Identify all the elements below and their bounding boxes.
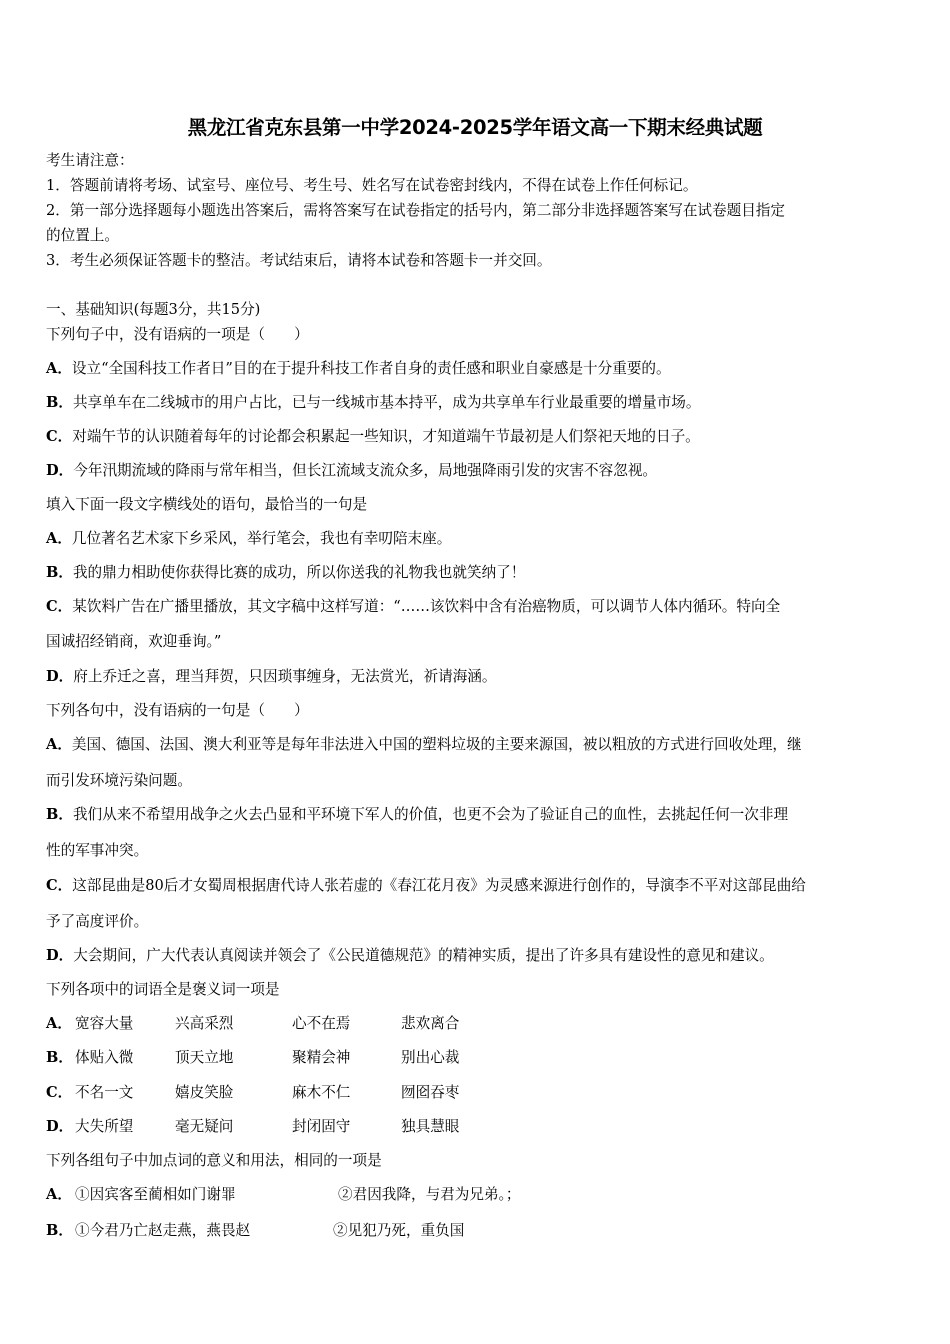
q3-option-c: [46, 876, 806, 896]
q5-option-b-label: B．: [46, 1222, 73, 1239]
q4-b-word-3: 聚精会神: [292, 1049, 351, 1066]
q3-option-b: [46, 805, 788, 825]
option-text: 设立“全国科技工作者日”目的在于提升科技工作者自身的责任感和职业自豪感是十分重要的。: [71, 360, 671, 377]
option-text: 某饮料广告在广播里播放，其文字稿中这样写道：“……该饮料中含有治癌物质，可以调节人体内循环。特向全: [72, 598, 781, 615]
q4-a-word-4: 悲欢离合: [401, 1015, 460, 1032]
option-label: B．: [46, 394, 73, 411]
q3-option-d: [46, 946, 774, 966]
option-text: 美国、德国、法国、澳大利亚等是每年非法进入中国的塑料垃圾的主要来源国，被以粗放的方式进行回收处理，继: [71, 736, 802, 753]
q4-b-word-1: 体贴入微: [75, 1049, 134, 1066]
q5-a-sentence-1: ①因宾客至蔺相如门谢罪: [75, 1186, 236, 1203]
notice-item-3: 3．考生必须保证答题卡的整洁。考试结束后，请将本试卷和答题卡一并交回。: [46, 252, 552, 269]
option-text: 对端午节的认识随着每年的讨论都会积累起一些知识，才知道端午节最初是人们祭祀天地的日子。: [72, 428, 700, 445]
q2-stem: 填入下面一段文字横线处的语句，最恰当的一句是: [46, 496, 368, 513]
option-label: B．: [46, 806, 73, 823]
q4-a-word-3: 心不在焉: [292, 1015, 351, 1032]
q2-option-b: [46, 563, 525, 583]
option-text: 今年汛期流域的降雨与常年相当，但长江流域支流众多，局地强降雨引发的灾害不容忽视。: [73, 462, 658, 479]
option-label: C．: [46, 877, 73, 894]
option-label: D．: [46, 947, 74, 964]
section-heading: 一、基础知识(每题3分，共15分): [46, 301, 261, 318]
q3-option-a-cont: 而引发环境污染问题。: [46, 772, 192, 789]
option-text: 我们从来不希望用战争之火去凸显和平环境下军人的价值，也更不会为了验证自己的血性，去挑起任何一次非理: [72, 806, 789, 823]
q4-c-word-1: 不名一文: [75, 1084, 134, 1101]
q4-option-c-label: C．: [46, 1084, 73, 1101]
q5-a-sentence-2: ②君因我降，与君为兄弟。；: [338, 1186, 521, 1203]
q5-b-sentence-1: ①今君乃亡赵走燕，燕畏赵: [75, 1222, 251, 1239]
q1-stem: 下列句子中，没有语病的一项是（ ）: [46, 326, 309, 343]
option-text: 大会期间，广大代表认真阅读并领会了《公民道德规范》的精神实质，提出了许多具有建设性的意见和建议。: [73, 947, 774, 964]
option-text: 我的鼎力相助使你获得比赛的成功，所以你送我的礼物我也就笑纳了！: [72, 564, 526, 581]
q1-option-a: [46, 359, 671, 379]
q4-d-word-2: 毫无疑问: [175, 1118, 234, 1135]
q3-option-c-cont: 予了高度评价。: [46, 913, 149, 930]
q4-b-word-4: 别出心裁: [401, 1049, 460, 1066]
option-label: A．: [46, 736, 72, 753]
option-label: A．: [46, 360, 72, 377]
option-text: 共享单车在二线城市的用户占比，已与一线城市基本持平，成为共享单车行业最重要的增量市场。: [72, 394, 701, 411]
q4-c-word-2: 嬉皮笑脸: [175, 1084, 234, 1101]
q4-d-word-4: 独具慧眼: [401, 1118, 460, 1135]
notice-item-2-cont: 的位置上。: [46, 227, 119, 244]
q5-stem: 下列各组句子中加点词的意义和用法，相同的一项是: [46, 1152, 382, 1169]
notice-item-2: 2．第一部分选择题每小题选出答案后，需将答案写在试卷指定的括号内，第二部分非选择题答案写在试卷题目指定: [46, 202, 785, 219]
q4-option-b-label: B．: [46, 1049, 73, 1066]
q4-stem: 下列各项中的词语全是褒义词一项是: [46, 981, 280, 998]
q3-stem: 下列各句中，没有语病的一句是（ ）: [46, 702, 309, 719]
notice-item-1: 1．答题前请将考场、试室号、座位号、考生号、姓名写在试卷密封线内，不得在试卷上作任何标记。: [46, 177, 698, 194]
option-text: 这部昆曲是80后才女蜀周根据唐代诗人张若虚的《春江花月夜》为灵感来源进行创作的，导演李不平对这部昆曲给: [72, 877, 806, 894]
q2-option-c-cont: 国诚招经销商，欢迎垂询。”: [46, 633, 222, 650]
q4-d-word-1: 大失所望: [75, 1118, 134, 1135]
q4-option-d-label: D．: [46, 1118, 74, 1135]
q2-option-c: [46, 597, 780, 617]
q4-d-word-3: 封闭固守: [292, 1118, 351, 1135]
option-text: 几位著名艺术家下乡采风，举行笔会，我也有幸叨陪末座。: [71, 530, 452, 547]
page-title: 黑龙江省克东县第一中学2024-2025学年语文高一下期末经典试题: [187, 116, 763, 139]
q2-option-d: [46, 667, 496, 687]
option-label: C．: [46, 598, 73, 615]
notice-heading: 考生请注意：: [46, 152, 134, 169]
option-label: C．: [46, 428, 73, 445]
q5-b-sentence-2: ②见犯乃死，重负国: [333, 1222, 465, 1239]
q4-a-word-1: 宽容大量: [75, 1015, 134, 1032]
q4-option-a-label: A．: [46, 1015, 72, 1032]
q2-option-a: [46, 529, 451, 549]
q3-option-b-cont: 性的军事冲突。: [46, 842, 149, 859]
option-text: 府上乔迁之喜，理当拜贺，只因琐事缠身，无法赏光，祈请海涵。: [73, 668, 497, 685]
q5-option-a-label: A．: [46, 1186, 72, 1203]
q1-option-b: [46, 393, 700, 413]
option-label: D．: [46, 668, 74, 685]
q3-option-a: [46, 735, 802, 755]
q4-a-word-2: 兴高采烈: [175, 1015, 234, 1032]
option-label: B．: [46, 564, 73, 581]
option-label: D．: [46, 462, 74, 479]
q1-option-c: [46, 427, 700, 447]
q1-option-d: [46, 461, 657, 481]
q4-c-word-4: 囫囵吞枣: [401, 1084, 460, 1101]
q4-c-word-3: 麻木不仁: [292, 1084, 351, 1101]
q4-b-word-2: 顶天立地: [175, 1049, 234, 1066]
option-label: A．: [46, 530, 72, 547]
